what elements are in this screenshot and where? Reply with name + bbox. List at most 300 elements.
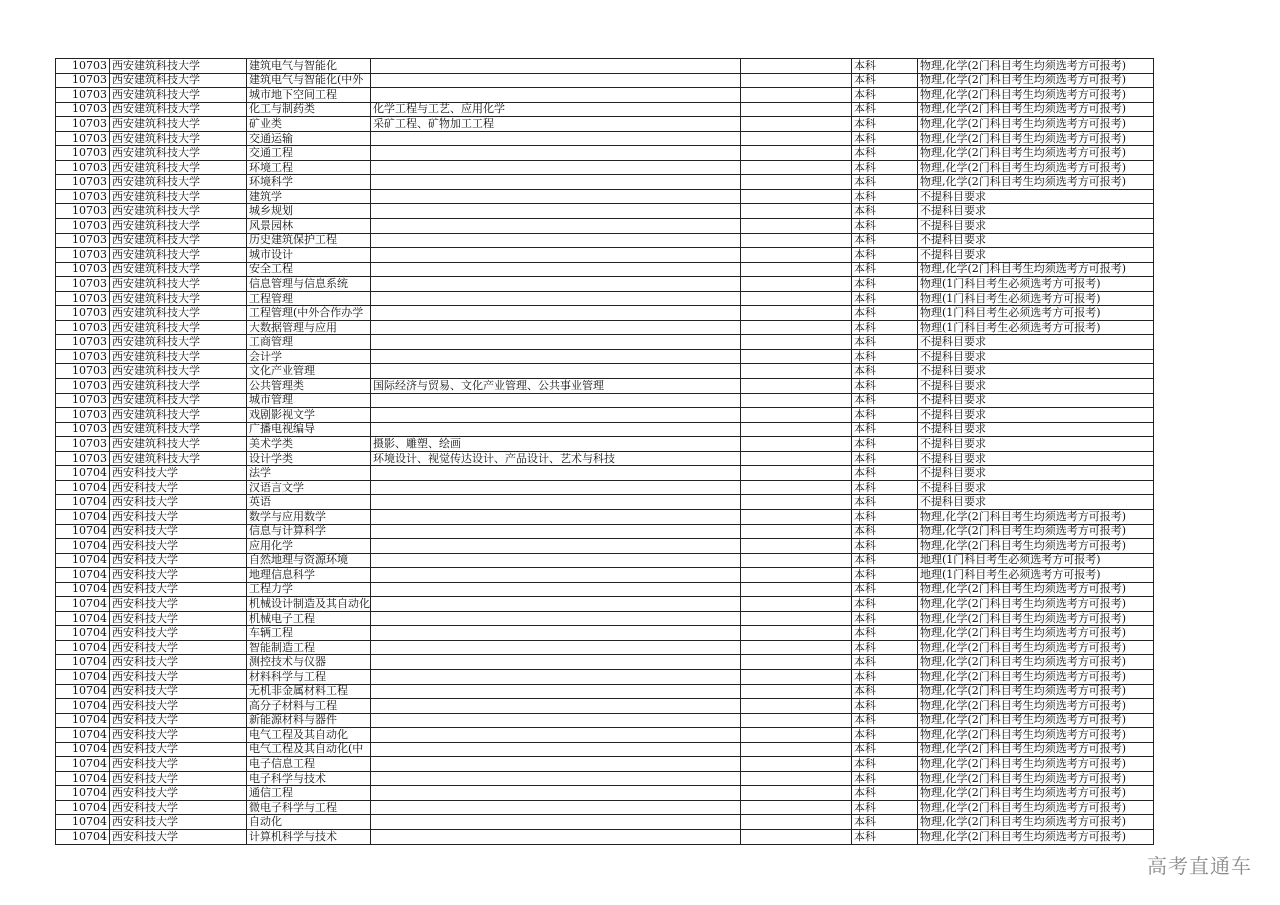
- table-row: [56, 204, 1154, 219]
- major-name-cell: 建筑电气与智能化: [247, 59, 371, 74]
- subject-requirement-cell: 物理,化学(2门科目考生均须选考方可报考): [918, 582, 1154, 597]
- blank-cell: [741, 582, 852, 597]
- school-code-cell: 10703: [56, 306, 110, 321]
- degree-level-cell: 本科: [852, 160, 918, 175]
- blank-cell: [741, 160, 852, 175]
- degree-level-cell: 本科: [852, 349, 918, 364]
- degree-level-cell: 本科: [852, 422, 918, 437]
- school-code-cell: 10704: [56, 582, 110, 597]
- table-row: [56, 393, 1154, 408]
- school-code-cell: 10704: [56, 524, 110, 539]
- subject-requirement-cell: 不提科目要求: [918, 480, 1154, 495]
- included-majors-cell: [371, 640, 741, 655]
- included-majors-cell: [371, 320, 741, 335]
- major-name-cell: 测控技术与仪器: [247, 655, 371, 670]
- included-majors-cell: [371, 815, 741, 830]
- school-name-cell: 西安科技大学: [110, 742, 247, 757]
- table-row: [56, 277, 1154, 292]
- included-majors-cell: [371, 611, 741, 626]
- table-row: [56, 699, 1154, 714]
- degree-level-cell: 本科: [852, 59, 918, 74]
- blank-cell: [741, 219, 852, 234]
- blank-cell: [741, 277, 852, 292]
- school-name-cell: 西安建筑科技大学: [110, 320, 247, 335]
- subject-requirement-cell: 不提科目要求: [918, 233, 1154, 248]
- included-majors-cell: [371, 189, 741, 204]
- table-row: [56, 655, 1154, 670]
- degree-level-cell: 本科: [852, 568, 918, 583]
- degree-level-cell: 本科: [852, 669, 918, 684]
- degree-level-cell: 本科: [852, 553, 918, 568]
- school-code-cell: 10703: [56, 262, 110, 277]
- table-row: [56, 829, 1154, 844]
- blank-cell: [741, 713, 852, 728]
- degree-level-cell: 本科: [852, 393, 918, 408]
- subject-requirement-cell: 不提科目要求: [918, 408, 1154, 423]
- subject-requirement-cell: 不提科目要求: [918, 248, 1154, 263]
- subject-requirement-cell: 物理,化学(2门科目考生均须选考方可报考): [918, 742, 1154, 757]
- school-code-cell: 10704: [56, 771, 110, 786]
- major-name-cell: 工程管理: [247, 291, 371, 306]
- major-name-cell: 应用化学: [247, 539, 371, 554]
- table-row: [56, 102, 1154, 117]
- major-name-cell: 数学与应用数学: [247, 509, 371, 524]
- school-code-cell: 10703: [56, 233, 110, 248]
- subject-requirement-cell: 物理,化学(2门科目考生均须选考方可报考): [918, 771, 1154, 786]
- table-row: [56, 771, 1154, 786]
- school-code-cell: 10704: [56, 626, 110, 641]
- subject-requirement-cell: 物理(1门科目考生必须选考方可报考): [918, 320, 1154, 335]
- major-name-cell: 高分子材料与工程: [247, 699, 371, 714]
- major-name-cell: 电气工程及其自动化(中: [247, 742, 371, 757]
- school-code-cell: 10704: [56, 553, 110, 568]
- school-name-cell: 西安建筑科技大学: [110, 262, 247, 277]
- degree-level-cell: 本科: [852, 219, 918, 234]
- blank-cell: [741, 597, 852, 612]
- included-majors-cell: 国际经济与贸易、文化产业管理、公共事业管理: [371, 379, 741, 394]
- major-name-cell: 新能源材料与器件: [247, 713, 371, 728]
- degree-level-cell: 本科: [852, 306, 918, 321]
- school-code-cell: 10704: [56, 713, 110, 728]
- included-majors-cell: [371, 655, 741, 670]
- school-name-cell: 西安建筑科技大学: [110, 204, 247, 219]
- degree-level-cell: 本科: [852, 189, 918, 204]
- blank-cell: [741, 335, 852, 350]
- subject-requirement-cell: 物理,化学(2门科目考生均须选考方可报考): [918, 786, 1154, 801]
- major-name-cell: 工程管理(中外合作办学: [247, 306, 371, 321]
- major-name-cell: 矿业类: [247, 117, 371, 132]
- degree-level-cell: 本科: [852, 640, 918, 655]
- major-name-cell: 大数据管理与应用: [247, 320, 371, 335]
- school-code-cell: 10704: [56, 597, 110, 612]
- major-name-cell: 自然地理与资源环境: [247, 553, 371, 568]
- school-name-cell: 西安建筑科技大学: [110, 364, 247, 379]
- degree-level-cell: 本科: [852, 786, 918, 801]
- included-majors-cell: [371, 480, 741, 495]
- degree-level-cell: 本科: [852, 233, 918, 248]
- major-name-cell: 交通工程: [247, 146, 371, 161]
- degree-level-cell: 本科: [852, 73, 918, 88]
- table-row: [56, 306, 1154, 321]
- blank-cell: [741, 684, 852, 699]
- degree-level-cell: 本科: [852, 248, 918, 263]
- blank-cell: [741, 248, 852, 263]
- major-name-cell: 环境科学: [247, 175, 371, 190]
- subject-requirement-cell: 不提科目要求: [918, 364, 1154, 379]
- major-name-cell: 微电子科学与工程: [247, 800, 371, 815]
- school-code-cell: 10703: [56, 175, 110, 190]
- blank-cell: [741, 349, 852, 364]
- school-name-cell: 西安科技大学: [110, 669, 247, 684]
- table-row: [56, 59, 1154, 74]
- blank-cell: [741, 131, 852, 146]
- degree-level-cell: 本科: [852, 524, 918, 539]
- degree-level-cell: 本科: [852, 728, 918, 743]
- table-row: [56, 233, 1154, 248]
- major-name-cell: 交通运输: [247, 131, 371, 146]
- degree-level-cell: 本科: [852, 320, 918, 335]
- degree-level-cell: 本科: [852, 335, 918, 350]
- blank-cell: [741, 364, 852, 379]
- table-row: [56, 611, 1154, 626]
- degree-level-cell: 本科: [852, 597, 918, 612]
- school-code-cell: 10704: [56, 699, 110, 714]
- major-name-cell: 无机非金属材料工程: [247, 684, 371, 699]
- school-name-cell: 西安科技大学: [110, 597, 247, 612]
- subject-requirement-cell: 不提科目要求: [918, 219, 1154, 234]
- degree-level-cell: 本科: [852, 408, 918, 423]
- degree-level-cell: 本科: [852, 509, 918, 524]
- subject-requirement-cell: 物理,化学(2门科目考生均须选考方可报考): [918, 655, 1154, 670]
- included-majors-cell: [371, 248, 741, 263]
- school-name-cell: 西安科技大学: [110, 553, 247, 568]
- blank-cell: [741, 815, 852, 830]
- table-row: [56, 713, 1154, 728]
- admission-requirements-table: [55, 58, 1154, 845]
- blank-cell: [741, 408, 852, 423]
- included-majors-cell: [371, 306, 741, 321]
- included-majors-cell: [371, 829, 741, 844]
- table-row: [56, 757, 1154, 772]
- blank-cell: [741, 117, 852, 132]
- subject-requirement-cell: 不提科目要求: [918, 349, 1154, 364]
- included-majors-cell: [371, 626, 741, 641]
- included-majors-cell: [371, 131, 741, 146]
- included-majors-cell: [371, 495, 741, 510]
- school-name-cell: 西安建筑科技大学: [110, 117, 247, 132]
- subject-requirement-cell: 不提科目要求: [918, 451, 1154, 466]
- blank-cell: [741, 742, 852, 757]
- degree-level-cell: 本科: [852, 102, 918, 117]
- blank-cell: [741, 146, 852, 161]
- major-name-cell: 文化产业管理: [247, 364, 371, 379]
- school-name-cell: 西安科技大学: [110, 829, 247, 844]
- table-row: [56, 88, 1154, 103]
- degree-level-cell: 本科: [852, 204, 918, 219]
- blank-cell: [741, 175, 852, 190]
- school-name-cell: 西安建筑科技大学: [110, 277, 247, 292]
- included-majors-cell: [371, 509, 741, 524]
- blank-cell: [741, 655, 852, 670]
- table-row: [56, 379, 1154, 394]
- subject-requirement-cell: 不提科目要求: [918, 335, 1154, 350]
- school-code-cell: 10704: [56, 684, 110, 699]
- degree-level-cell: 本科: [852, 262, 918, 277]
- major-name-cell: 自动化: [247, 815, 371, 830]
- school-name-cell: 西安科技大学: [110, 640, 247, 655]
- school-code-cell: 10703: [56, 320, 110, 335]
- subject-requirement-cell: 物理,化学(2门科目考生均须选考方可报考): [918, 88, 1154, 103]
- subject-requirement-cell: 物理,化学(2门科目考生均须选考方可报考): [918, 829, 1154, 844]
- table-row: [56, 742, 1154, 757]
- table-row: [56, 568, 1154, 583]
- included-majors-cell: [371, 175, 741, 190]
- degree-level-cell: 本科: [852, 655, 918, 670]
- subject-requirement-cell: 不提科目要求: [918, 204, 1154, 219]
- blank-cell: [741, 73, 852, 88]
- school-name-cell: 西安科技大学: [110, 699, 247, 714]
- school-code-cell: 10704: [56, 800, 110, 815]
- school-name-cell: 西安建筑科技大学: [110, 291, 247, 306]
- major-name-cell: 城市管理: [247, 393, 371, 408]
- subject-requirement-cell: 物理,化学(2门科目考生均须选考方可报考): [918, 524, 1154, 539]
- major-name-cell: 工程力学: [247, 582, 371, 597]
- table-row: [56, 175, 1154, 190]
- subject-requirement-cell: 物理,化学(2门科目考生均须选考方可报考): [918, 146, 1154, 161]
- school-name-cell: 西安科技大学: [110, 684, 247, 699]
- included-majors-cell: [371, 597, 741, 612]
- table-row: [56, 509, 1154, 524]
- subject-requirement-cell: 物理,化学(2门科目考生均须选考方可报考): [918, 597, 1154, 612]
- subject-requirement-cell: 物理,化学(2门科目考生均须选考方可报考): [918, 800, 1154, 815]
- blank-cell: [741, 422, 852, 437]
- school-name-cell: 西安科技大学: [110, 771, 247, 786]
- major-name-cell: 计算机科学与技术: [247, 829, 371, 844]
- school-name-cell: 西安建筑科技大学: [110, 248, 247, 263]
- school-code-cell: 10704: [56, 495, 110, 510]
- included-majors-cell: [371, 684, 741, 699]
- included-majors-cell: [371, 771, 741, 786]
- included-majors-cell: [371, 466, 741, 481]
- included-majors-cell: [371, 364, 741, 379]
- school-code-cell: 10704: [56, 480, 110, 495]
- table-row: [56, 800, 1154, 815]
- table-row: [56, 815, 1154, 830]
- table-row: [56, 669, 1154, 684]
- major-name-cell: 材料科学与工程: [247, 669, 371, 684]
- subject-requirement-cell: 地理(1门科目考生必须选考方可报考): [918, 553, 1154, 568]
- subject-requirement-cell: 物理,化学(2门科目考生均须选考方可报考): [918, 757, 1154, 772]
- table-row: [56, 219, 1154, 234]
- blank-cell: [741, 800, 852, 815]
- school-code-cell: 10703: [56, 189, 110, 204]
- school-name-cell: 西安建筑科技大学: [110, 306, 247, 321]
- included-majors-cell: 摄影、雕塑、绘画: [371, 437, 741, 452]
- school-name-cell: 西安科技大学: [110, 524, 247, 539]
- school-code-cell: 10704: [56, 640, 110, 655]
- school-code-cell: 10703: [56, 102, 110, 117]
- school-name-cell: 西安建筑科技大学: [110, 146, 247, 161]
- school-name-cell: 西安建筑科技大学: [110, 233, 247, 248]
- subject-requirement-cell: 物理,化学(2门科目考生均须选考方可报考): [918, 728, 1154, 743]
- school-name-cell: 西安科技大学: [110, 815, 247, 830]
- table-row: [56, 495, 1154, 510]
- blank-cell: [741, 393, 852, 408]
- blank-cell: [741, 204, 852, 219]
- blank-cell: [741, 640, 852, 655]
- subject-requirement-cell: 物理(1门科目考生必须选考方可报考): [918, 277, 1154, 292]
- school-code-cell: 10704: [56, 757, 110, 772]
- table-row: [56, 73, 1154, 88]
- included-majors-cell: [371, 291, 741, 306]
- watermark-text: 高考直通车: [1147, 854, 1252, 878]
- major-name-cell: 通信工程: [247, 786, 371, 801]
- included-majors-cell: [371, 422, 741, 437]
- table-row: [56, 480, 1154, 495]
- school-name-cell: 西安建筑科技大学: [110, 437, 247, 452]
- school-name-cell: 西安科技大学: [110, 611, 247, 626]
- table-row: [56, 262, 1154, 277]
- blank-cell: [741, 291, 852, 306]
- subject-requirement-cell: 物理,化学(2门科目考生均须选考方可报考): [918, 131, 1154, 146]
- included-majors-cell: [371, 582, 741, 597]
- table-row: [56, 728, 1154, 743]
- school-code-cell: 10704: [56, 655, 110, 670]
- school-name-cell: 西安建筑科技大学: [110, 59, 247, 74]
- degree-level-cell: 本科: [852, 800, 918, 815]
- table-row: [56, 582, 1154, 597]
- major-name-cell: 机械电子工程: [247, 611, 371, 626]
- subject-requirement-cell: 物理,化学(2门科目考生均须选考方可报考): [918, 815, 1154, 830]
- table-row: [56, 524, 1154, 539]
- included-majors-cell: [371, 160, 741, 175]
- school-name-cell: 西安建筑科技大学: [110, 131, 247, 146]
- included-majors-cell: [371, 728, 741, 743]
- major-name-cell: 公共管理类: [247, 379, 371, 394]
- included-majors-cell: [371, 393, 741, 408]
- school-name-cell: 西安科技大学: [110, 509, 247, 524]
- included-majors-cell: [371, 786, 741, 801]
- table-row: [56, 146, 1154, 161]
- school-code-cell: 10703: [56, 408, 110, 423]
- school-name-cell: 西安科技大学: [110, 728, 247, 743]
- table-row: [56, 335, 1154, 350]
- degree-level-cell: 本科: [852, 611, 918, 626]
- school-name-cell: 西安建筑科技大学: [110, 393, 247, 408]
- table-row: [56, 408, 1154, 423]
- blank-cell: [741, 88, 852, 103]
- school-name-cell: 西安科技大学: [110, 495, 247, 510]
- school-name-cell: 西安科技大学: [110, 568, 247, 583]
- school-name-cell: 西安科技大学: [110, 713, 247, 728]
- major-name-cell: 英语: [247, 495, 371, 510]
- table-row: [56, 553, 1154, 568]
- subject-requirement-cell: 不提科目要求: [918, 393, 1154, 408]
- major-name-cell: 城市地下空间工程: [247, 88, 371, 103]
- subject-requirement-cell: 物理,化学(2门科目考生均须选考方可报考): [918, 117, 1154, 132]
- school-name-cell: 西安建筑科技大学: [110, 349, 247, 364]
- included-majors-cell: [371, 146, 741, 161]
- included-majors-cell: [371, 713, 741, 728]
- major-name-cell: 汉语言文学: [247, 480, 371, 495]
- subject-requirement-cell: 物理,化学(2门科目考生均须选考方可报考): [918, 175, 1154, 190]
- school-code-cell: 10703: [56, 117, 110, 132]
- subject-requirement-cell: 物理,化学(2门科目考生均须选考方可报考): [918, 509, 1154, 524]
- major-name-cell: 历史建筑保护工程: [247, 233, 371, 248]
- school-code-cell: 10703: [56, 364, 110, 379]
- blank-cell: [741, 466, 852, 481]
- included-majors-cell: [371, 669, 741, 684]
- school-code-cell: 10703: [56, 451, 110, 466]
- degree-level-cell: 本科: [852, 684, 918, 699]
- school-code-cell: 10704: [56, 568, 110, 583]
- table-body: [56, 59, 1154, 845]
- school-code-cell: 10703: [56, 131, 110, 146]
- degree-level-cell: 本科: [852, 539, 918, 554]
- school-code-cell: 10703: [56, 379, 110, 394]
- table-row: [56, 539, 1154, 554]
- school-name-cell: 西安建筑科技大学: [110, 422, 247, 437]
- blank-cell: [741, 262, 852, 277]
- degree-level-cell: 本科: [852, 699, 918, 714]
- blank-cell: [741, 786, 852, 801]
- major-name-cell: 电气工程及其自动化: [247, 728, 371, 743]
- major-name-cell: 化工与制药类: [247, 102, 371, 117]
- subject-requirement-cell: 物理,化学(2门科目考生均须选考方可报考): [918, 59, 1154, 74]
- school-name-cell: 西安科技大学: [110, 800, 247, 815]
- school-name-cell: 西安建筑科技大学: [110, 219, 247, 234]
- major-name-cell: 城乡规划: [247, 204, 371, 219]
- school-code-cell: 10703: [56, 59, 110, 74]
- table-row: [56, 684, 1154, 699]
- major-name-cell: 机械设计制造及其自动化: [247, 597, 371, 612]
- degree-level-cell: 本科: [852, 146, 918, 161]
- major-name-cell: 电子科学与技术: [247, 771, 371, 786]
- school-code-cell: 10703: [56, 219, 110, 234]
- degree-level-cell: 本科: [852, 771, 918, 786]
- subject-requirement-cell: 物理,化学(2门科目考生均须选考方可报考): [918, 73, 1154, 88]
- blank-cell: [741, 626, 852, 641]
- table-row: [56, 786, 1154, 801]
- included-majors-cell: [371, 73, 741, 88]
- included-majors-cell: [371, 553, 741, 568]
- included-majors-cell: [371, 233, 741, 248]
- subject-requirement-cell: 物理(1门科目考生必须选考方可报考): [918, 291, 1154, 306]
- school-code-cell: 10704: [56, 728, 110, 743]
- blank-cell: [741, 189, 852, 204]
- school-code-cell: 10703: [56, 277, 110, 292]
- school-name-cell: 西安建筑科技大学: [110, 379, 247, 394]
- school-code-cell: 10704: [56, 466, 110, 481]
- table-row: [56, 320, 1154, 335]
- major-name-cell: 风景园林: [247, 219, 371, 234]
- major-name-cell: 安全工程: [247, 262, 371, 277]
- included-majors-cell: [371, 757, 741, 772]
- included-majors-cell: [371, 204, 741, 219]
- degree-level-cell: 本科: [852, 829, 918, 844]
- major-name-cell: 智能制造工程: [247, 640, 371, 655]
- subject-requirement-cell: 不提科目要求: [918, 495, 1154, 510]
- school-code-cell: 10704: [56, 742, 110, 757]
- major-name-cell: 信息与计算科学: [247, 524, 371, 539]
- blank-cell: [741, 771, 852, 786]
- subject-requirement-cell: 不提科目要求: [918, 437, 1154, 452]
- table-row: [56, 117, 1154, 132]
- major-name-cell: 车辆工程: [247, 626, 371, 641]
- degree-level-cell: 本科: [852, 713, 918, 728]
- major-name-cell: 广播电视编导: [247, 422, 371, 437]
- table-row: [56, 422, 1154, 437]
